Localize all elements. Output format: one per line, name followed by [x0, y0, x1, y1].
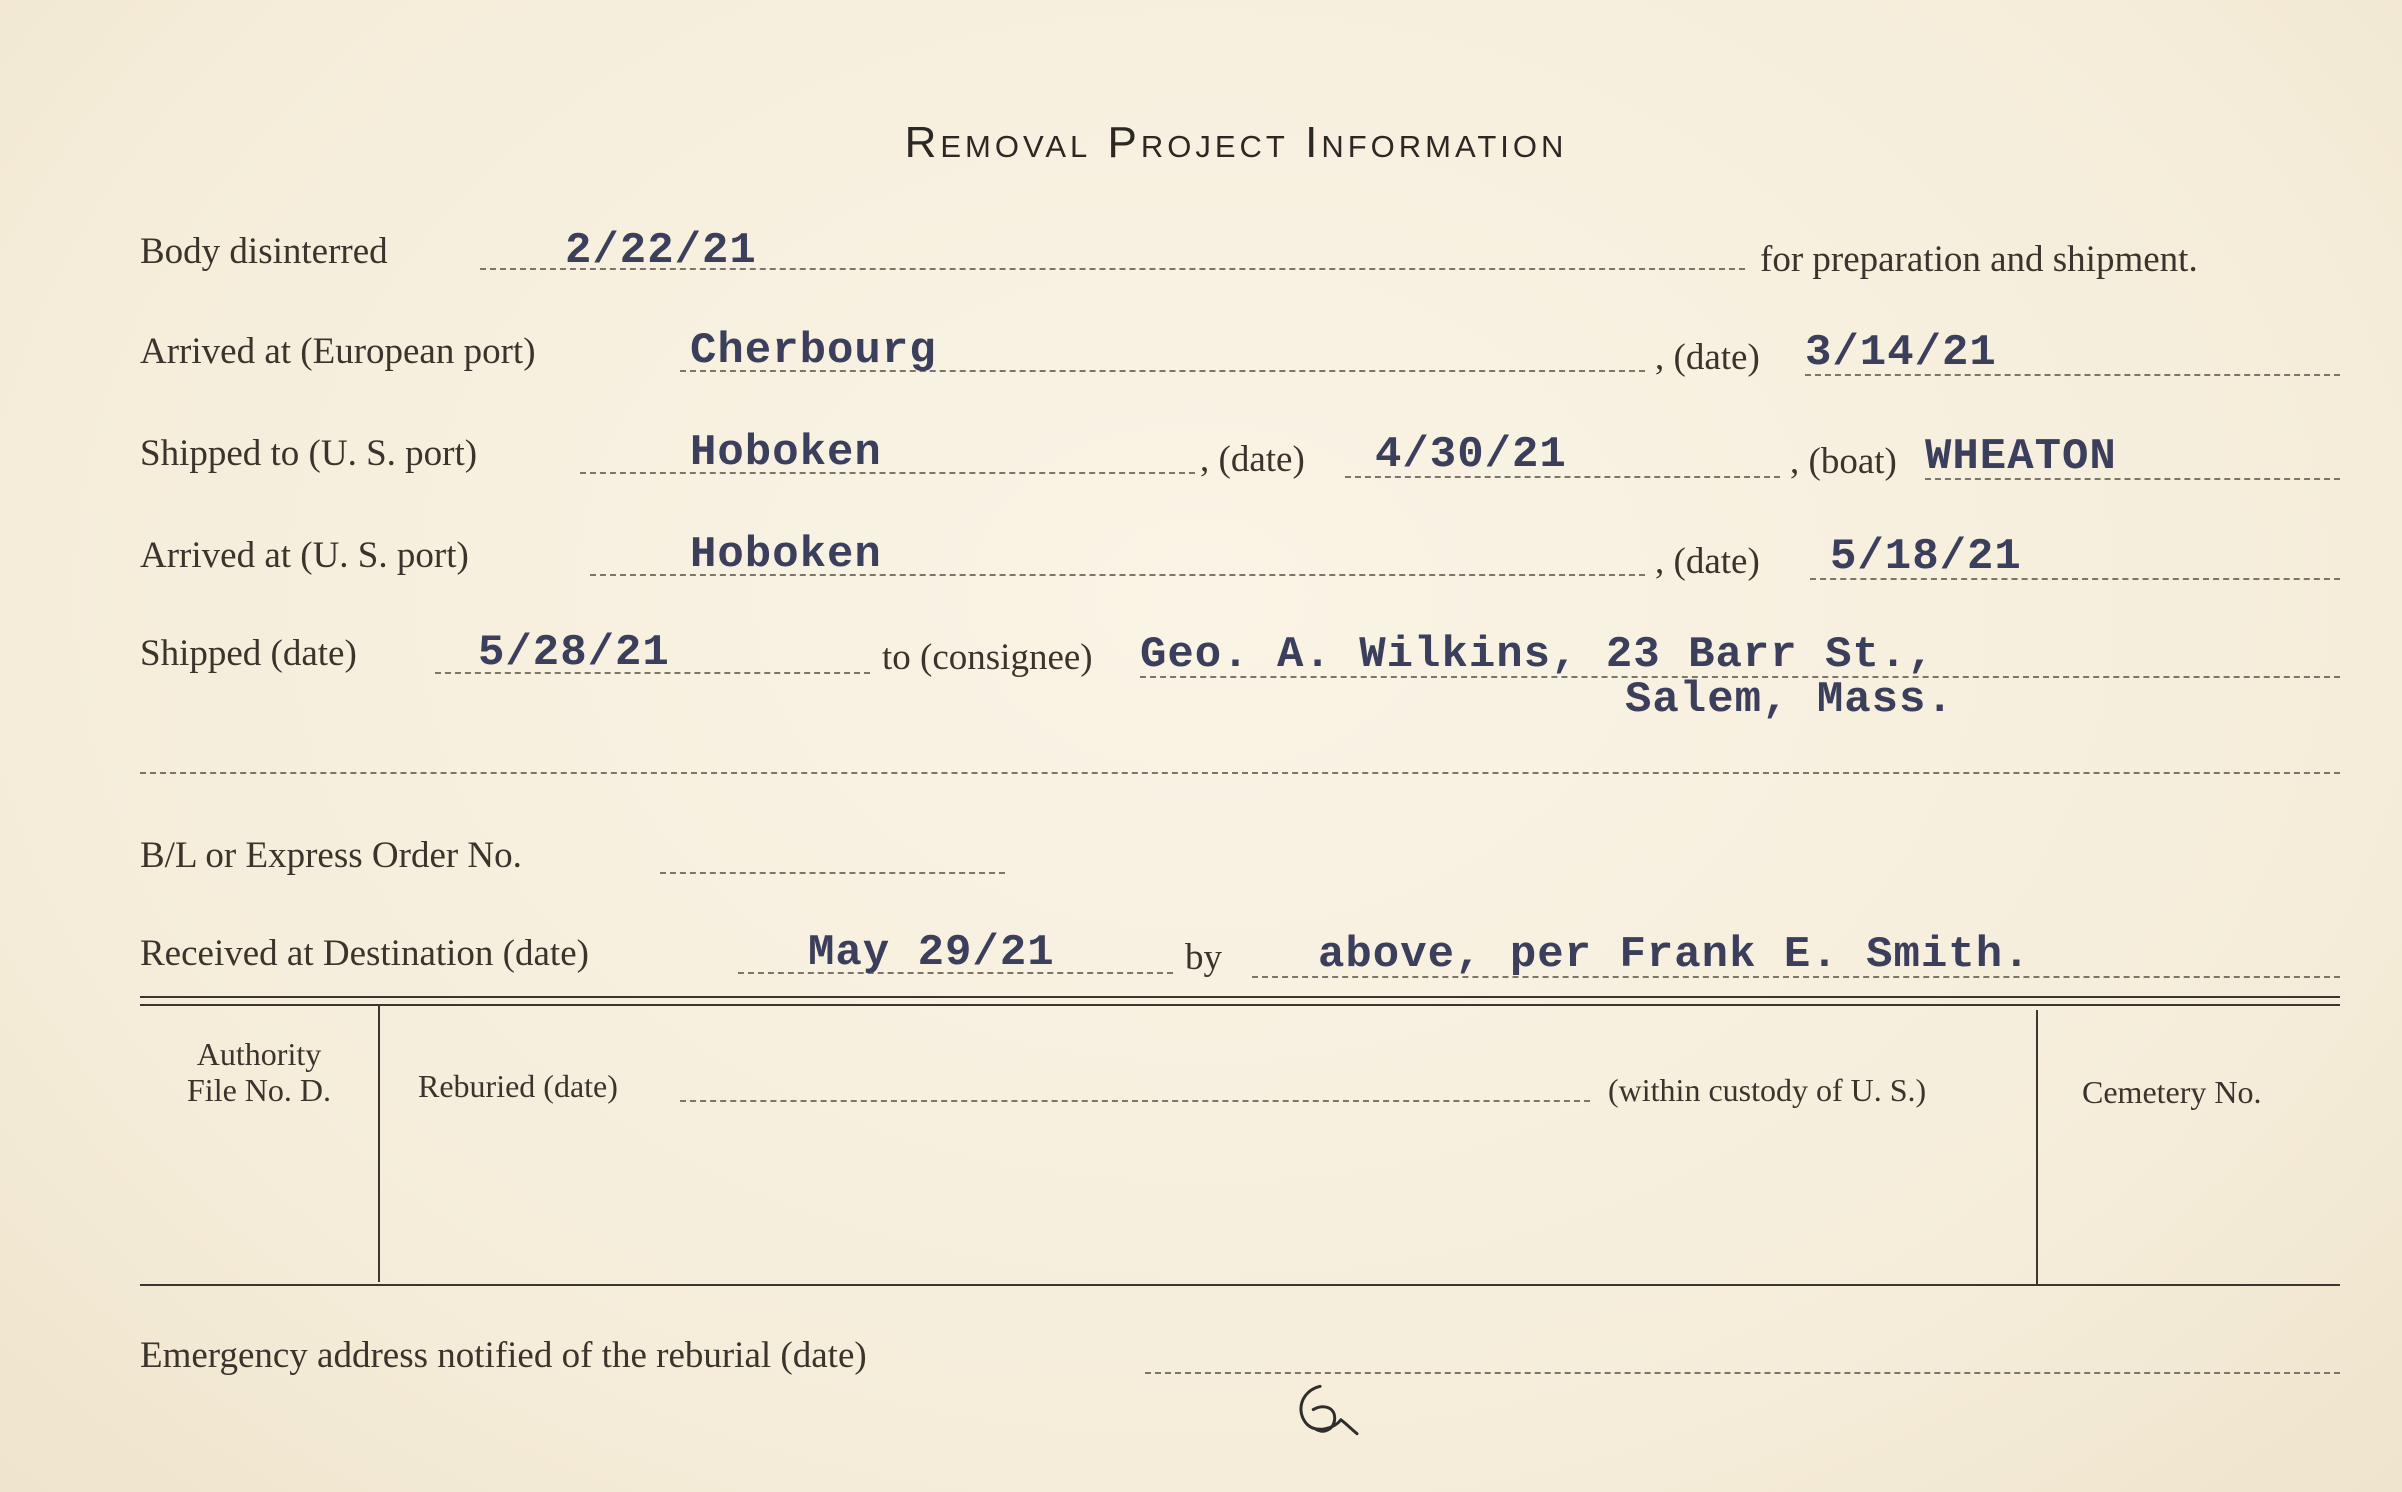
shipped-us-boat-label: , (boat) [1790, 441, 1897, 482]
shipped-us-date-label: , (date) [1200, 439, 1305, 480]
handwritten-initial-mark [1279, 1373, 1370, 1470]
consignee-line2: Salem, Mass. [1625, 675, 1954, 725]
bl-line [660, 872, 1005, 874]
arrived-european-date-label: , (date) [1655, 337, 1760, 378]
bl-label: B/L or Express Order No. [140, 835, 522, 876]
shipped-date-value: 5/28/21 [478, 628, 670, 678]
arrived-us-date-label: , (date) [1655, 541, 1760, 582]
emergency-label: Emergency address notified of the reburial (date) [140, 1335, 867, 1376]
table-divider-left [378, 1006, 380, 1282]
authority-label-line1: Authority [196, 1036, 322, 1072]
cemetery-no-label: Cemetery No. [2082, 1074, 2262, 1110]
table-divider-right [2036, 1010, 2038, 1286]
arrived-us-label: Arrived at (U. S. port) [140, 535, 469, 576]
table-top-rule-inner [140, 1004, 2340, 1006]
received-label: Received at Destination (date) [140, 933, 589, 974]
authority-file-label [148, 1036, 370, 1108]
consignee-continuation-line [140, 772, 2340, 774]
arrived-us-date: 5/18/21 [1830, 532, 2022, 582]
received-by-label: by [1185, 937, 1222, 978]
received-date: May 29/21 [808, 928, 1055, 978]
shipped-us-port: Hoboken [690, 428, 882, 478]
shipped-us-line [580, 472, 1195, 474]
table-top-rule [140, 996, 2340, 998]
emergency-line [1145, 1372, 2340, 1374]
arrived-us-port: Hoboken [690, 530, 882, 580]
authority-label-line2: File No. D. [187, 1072, 331, 1108]
arrived-european-label: Arrived at (European port) [140, 331, 536, 372]
custody-label: (within custody of U. S.) [1608, 1072, 1927, 1108]
shipped-date-label: Shipped (date) [140, 633, 357, 674]
consignee-line1: Geo. A. Wilkins, 23 Barr St., [1140, 630, 1935, 680]
page-title: Removal Project Information [904, 118, 1568, 167]
table-bottom-rule [140, 1284, 2340, 1286]
body-disinterred-suffix: for preparation and shipment. [1760, 239, 2198, 280]
initial-mark-icon [1279, 1373, 1368, 1453]
shipped-us-boat: WHEATON [1925, 432, 2117, 482]
consignee-label: to (consignee) [882, 637, 1093, 678]
shipped-us-date: 4/30/21 [1375, 430, 1567, 480]
received-by: above, per Frank E. Smith. [1318, 930, 2031, 980]
arrived-european-date: 3/14/21 [1805, 328, 1997, 378]
body-disinterred-value: 2/22/21 [565, 226, 757, 276]
arrived-european-port: Cherbourg [690, 326, 937, 376]
reburied-line [680, 1100, 1590, 1102]
shipped-us-label: Shipped to (U. S. port) [140, 433, 478, 474]
reburied-label: Reburied (date) [418, 1068, 618, 1104]
body-disinterred-label: Body disinterred [140, 231, 388, 272]
